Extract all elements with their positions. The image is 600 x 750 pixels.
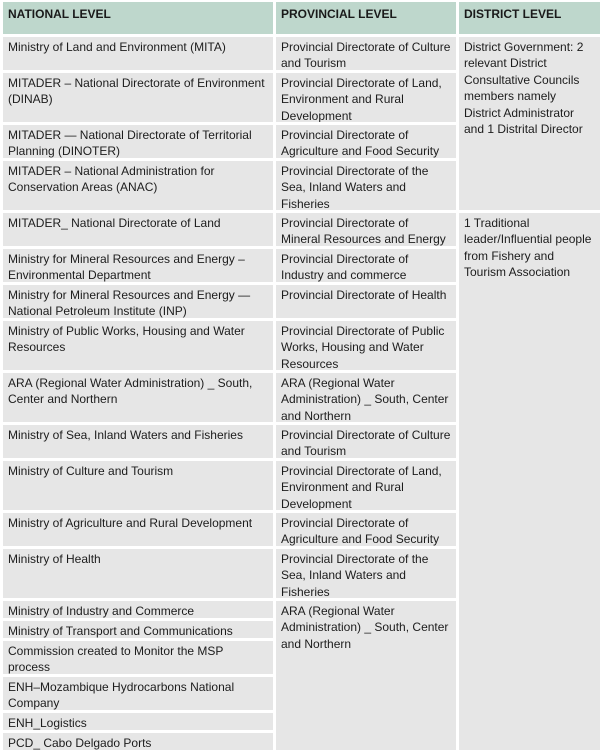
provincial-cell: Provincial Directorate of Agriculture and Food Security bbox=[276, 513, 456, 546]
provincial-cell: Provincial Directorate of Industry and commerce bbox=[276, 249, 456, 282]
national-cell: MITADER_ National Directorate of Land bbox=[3, 213, 273, 246]
district-cell: District Government: 2 relevant District Consultative Councils members namely District Administrator and 1 Distrital Director bbox=[459, 37, 600, 210]
national-cell: Ministry for Mineral Resources and Energy – Environmental Department bbox=[3, 249, 273, 282]
national-cell: PCD_ Cabo Delgado Ports bbox=[3, 733, 273, 750]
national-cell: Ministry of Health bbox=[3, 549, 273, 598]
national-cell: Ministry of Agriculture and Rural Development bbox=[3, 513, 273, 546]
header-provincial-level: PROVINCIAL LEVEL bbox=[276, 2, 456, 34]
provincial-cell: ARA (Regional Water Administration) _ South, Center and Northern bbox=[276, 601, 456, 750]
national-cell: MITADER – National Administration for Conservation Areas (ANAC) bbox=[3, 161, 273, 210]
provincial-cell: Provincial Directorate of Public Works, Housing and Water Resources bbox=[276, 321, 456, 370]
provincial-cell: ARA (Regional Water Administration) _ South, Center and Northern bbox=[276, 373, 456, 422]
national-cell: MITADER – National Directorate of Environment (DINAB) bbox=[3, 73, 273, 122]
provincial-cell: Provincial Directorate of the Sea, Inland Waters and Fisheries bbox=[276, 549, 456, 598]
provincial-cell: Provincial Directorate of the Sea, Inland Waters and Fisheries bbox=[276, 161, 456, 210]
provincial-cell: Provincial Directorate of Health bbox=[276, 285, 456, 318]
national-cell: Commission created to Monitor the MSP process bbox=[3, 641, 273, 674]
provincial-cell: Provincial Directorate of Land, Environment and Rural Development bbox=[276, 461, 456, 510]
national-cell: Ministry of Culture and Tourism bbox=[3, 461, 273, 510]
provincial-cell: Provincial Directorate of Culture and Tourism bbox=[276, 425, 456, 458]
provincial-cell: Provincial Directorate of Agriculture and Food Security bbox=[276, 125, 456, 158]
header-national-level: NATIONAL LEVEL bbox=[3, 2, 273, 34]
national-cell: Ministry of Public Works, Housing and Water Resources bbox=[3, 321, 273, 370]
provincial-cell: Provincial Directorate of Land, Environment and Rural Development bbox=[276, 73, 456, 122]
national-cell: ENH–Mozambique Hydrocarbons National Company bbox=[3, 677, 273, 710]
district-cell: 1 Traditional leader/Influential people from Fishery and Tourism Association bbox=[459, 213, 600, 750]
provincial-cell: Provincial Directorate of Mineral Resources and Energy bbox=[276, 213, 456, 246]
national-cell: Ministry of Land and Environment (MITA) bbox=[3, 37, 273, 70]
national-cell: Ministry of Sea, Inland Waters and Fisheries bbox=[3, 425, 273, 458]
national-cell: ENH_Logistics bbox=[3, 713, 273, 730]
national-cell: ARA (Regional Water Administration) _ South, Center and Northern bbox=[3, 373, 273, 422]
national-cell: Ministry of Industry and Commerce bbox=[3, 601, 273, 618]
national-cell: MITADER — National Directorate of Territorial Planning (DINOTER) bbox=[3, 125, 273, 158]
national-cell: Ministry of Transport and Communications bbox=[3, 621, 273, 638]
national-cell: Ministry for Mineral Resources and Energy — National Petroleum Institute (INP) bbox=[3, 285, 273, 318]
provincial-cell: Provincial Directorate of Culture and Tourism bbox=[276, 37, 456, 70]
header-district-level: DISTRICT LEVEL bbox=[459, 2, 600, 34]
